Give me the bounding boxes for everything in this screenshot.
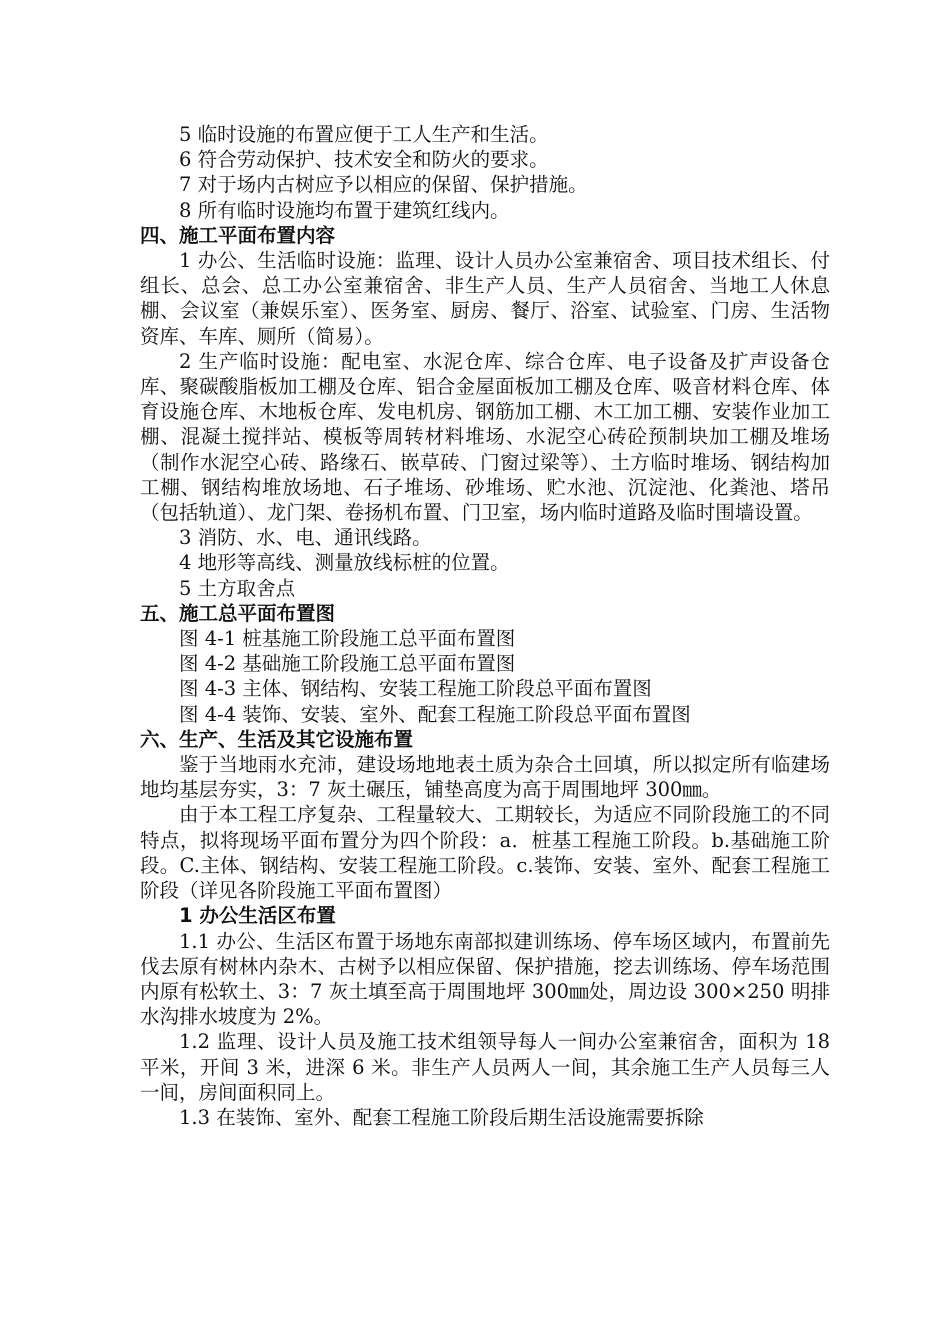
paragraph: 1.3 在装饰、室外、配套工程施工阶段后期生活设施需要拆除 [179, 1105, 704, 1129]
paragraph: 1.1 办公、生活区布置于场地东南部拟建训练场、停车场区域内，布置前先伐去原有树林内杂木、古树予以相应保留、保护措施，挖去训练场、停车场范围内原有松软土、3：7 灰土填至高于周围地坪 300㎜处，周边设 300×250 明排水沟排水坡度为 2%。 [140, 929, 830, 1029]
figure-reference: 图 4-1 桩基施工阶段施工总平面布置图 [179, 627, 516, 651]
list-item: 8 所有临时设施均布置于建筑红线内。 [179, 198, 510, 222]
figure-reference: 图 4-4 装饰、安装、室外、配套工程施工阶段总平面布置图 [179, 702, 691, 726]
figure-reference: 图 4-2 基础施工阶段施工总平面布置图 [179, 652, 516, 676]
list-item: 3 消防、水、电、通讯线路。 [179, 526, 432, 550]
section-heading-4: 四、施工平面布置内容 [140, 223, 336, 247]
document-page [140, 122, 830, 1130]
paragraph: 1 办公、生活临时设施：监理、设计人员办公室兼宿舍、项目技术组长、付组长、总会、总工办公室兼宿舍、非生产人员、生产人员宿舍、当地工人休息棚、会议室（兼娱乐室）、医务室、厨房、餐厅、浴室、试验室、门房、生活物资库、车库、厕所（简易）。 [140, 249, 830, 348]
paragraph: 鉴于当地雨水充沛，建设场地地表土质为杂合土回填，所以拟定所有临建场地均基层夯实，3：7 灰土碾压，铺垫高度为高于周围地坪 300㎜。 [140, 753, 830, 802]
section-heading-5: 五、施工总平面布置图 [140, 601, 336, 625]
section-heading-6: 六、生产、生活及其它设施布置 [140, 727, 414, 751]
list-item: 6 符合劳动保护、技术安全和防火的要求。 [179, 148, 549, 172]
paragraph: 由于本工程工序复杂、工程量较大、工期较长，为适应不同阶段施工的不同特点，拟将现场平面布置分为四个阶段：a．桩基工程施工阶段。b.基础施工阶段。C.主体、钢结构、安装工程施工阶段。c.装饰、安装、室外、配套工程施工阶段（详见各阶段施工平面布置图） [140, 803, 830, 903]
list-item: 5 临时设施的布置应便于工人生产和生活。 [179, 123, 549, 146]
figure-reference: 图 4-3 主体、钢结构、安装工程施工阶段总平面布置图 [179, 677, 652, 701]
list-item: 5 土方取舍点 [179, 576, 296, 600]
list-item: 7 对于场内古树应予以相应的保留、保护措施。 [179, 173, 588, 197]
paragraph: 2 生产临时设施：配电室、水泥仓库、综合仓库、电子设备及扩声设备仓库、聚碳酸脂板加工棚及仓库、铝合金屋面板加工棚及仓库、吸音材料仓库、体育设施仓库、木地板仓库、发电机房、钢筋加工棚、木工加工棚、安装作业加工棚、混凝土搅拌站、模板等周转材料堆场、水泥空心砖砼预制块加工棚及堆场（制作水泥空心砖、路缘石、嵌草砖、门窗过梁等）、土方临时堆场、钢结构加工棚、钢结构堆放场地、石子堆场、砂堆场、贮水池、沉淀池、化粪池、塔吊（包括轨道）、龙门架、卷扬机布置、门卫室，场内临时道路及临时围墙设置。 [140, 349, 830, 525]
paragraph: 1.2 监理、设计人员及施工技术组领导每人一间办公室兼宿舍，面积为 18 平米，开间 3 米，进深 6 米。非生产人员两人一间，其余施工生产人员每三人一间，房间面积同上。 [140, 1030, 830, 1104]
list-item: 4 地形等高线、测量放线标桩的位置。 [179, 551, 510, 575]
subsection-heading: 1 办公生活区布置 [179, 904, 336, 928]
